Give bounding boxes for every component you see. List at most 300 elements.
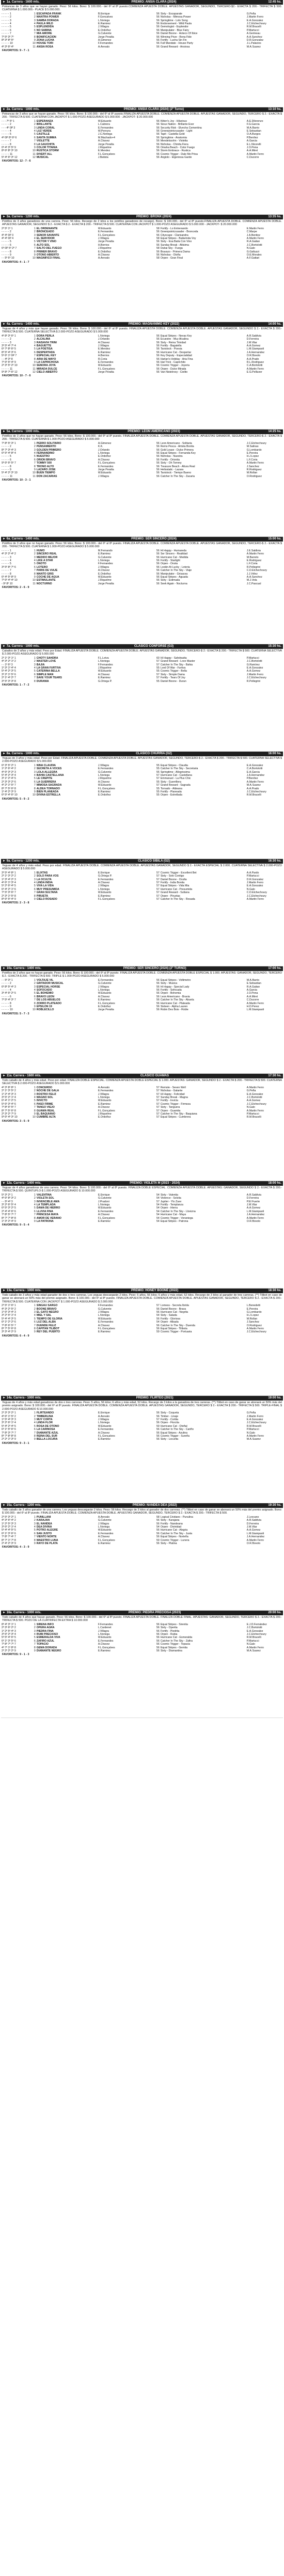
runner-trainer: M.A.Suarez — [246, 784, 261, 787]
runner-trainer: A.A.Prado — [246, 357, 259, 361]
runner-recent-positions: 5º 6º 3º 4º 6 — [2, 1102, 16, 1106]
runner-trainer: H.D.Perez — [246, 1005, 259, 1008]
runner-pedigree: Fortify - India Bonita — [160, 881, 185, 885]
runner-recent-positions: 3º 5º 2º 1º 4 — [2, 1096, 16, 1100]
runner-jockey: E.Ramirez — [98, 676, 111, 680]
runner-weight: 56 — [156, 552, 160, 556]
runner-weight: 56 — [156, 1324, 160, 1327]
runner-recent-positions: 7º 8º 3º 7º 7 — [2, 1431, 16, 1435]
runner-trainer: A.Martin Ferro — [246, 1646, 264, 1649]
runner-trainer: E.L.Nicorelli — [246, 142, 261, 146]
runner-jockey: F.L.Leiva — [98, 656, 109, 660]
runner-name: SIMPLE MAN — [36, 673, 54, 676]
runner-recent-positions: 2º 3º 1º 5º 8 — [2, 894, 16, 898]
runner-pedigree: Grand Reward - Sultana — [160, 891, 190, 895]
runner-pedigree: Key Deputy - Especialidad — [160, 354, 192, 358]
runner-name: ORION BRAVO — [36, 458, 56, 462]
runner-pedigree: Fortify - Nandeana — [160, 1522, 183, 1525]
runner-trainer: P.Martucci — [246, 1428, 259, 1432]
runner-name: LIKE A STAR — [36, 559, 53, 563]
runner-recent-positions: 1º 2º 4º 3º 3 — [2, 1092, 16, 1096]
runner-weight: 56 — [156, 42, 160, 45]
runner-jockey: E.Fernandes — [98, 878, 114, 881]
runner-recent-positions: 6º 4º 2º 1º 6 — [2, 887, 16, 891]
runner-name: EL NANDEA — [36, 1522, 52, 1525]
runner-recent-positions: 1º 5º 4º 3º 3 — [2, 1418, 16, 1422]
race-time: 15:00 hs. — [268, 537, 281, 540]
runner-name: TOMMY 500 — [36, 462, 52, 465]
runner-name: LINDA CORAL — [36, 126, 55, 130]
runner-name: DIAMANTE NEGRO — [36, 1649, 61, 1652]
race-conditions: Potrillos de 3 años que no hayan ganado. Peso: 56 kilos. Bono: $ 100.000.- del 6º al 8º puesto. FINALIZA APUESTA DOBLE. COMIENZA APUESTA DOBLE. APUESTAS GANADOR, SEGUNDO, TERCERO-$ 2.- EXACTA $ 200.- TRIFECTA $ 500. CUATERNA $ 1.000-POZO ASEGURADO $ 5.000.000 — [2, 542, 282, 549]
runner-recent-positions: 6º 7º 8º 6º 5 — [2, 347, 16, 351]
runner-weight: 55 — [156, 770, 160, 774]
runner-trainer: J.Martin Ferro — [246, 15, 264, 19]
runner-recent-positions: - - - - - 10 — [2, 1008, 13, 1012]
runner-weight: 56 — [156, 549, 160, 552]
runner-trainer: R.Rodriguez — [246, 468, 262, 471]
runner-trainer: E.A.Gonzalez — [246, 764, 263, 767]
runner-weight: 56 — [156, 334, 160, 338]
race-time: 13:10 hs. — [268, 107, 281, 111]
runner-pedigree: Hurricane Cat - Despertar — [160, 351, 192, 354]
runner-trainer: P.Martucci — [246, 1639, 259, 1643]
runner-weight: 56 — [156, 1649, 160, 1652]
runner-weight: 56 — [156, 445, 160, 449]
runner-weight: 56 — [156, 142, 160, 146]
runner-weight: 57 — [156, 1200, 160, 1203]
runner-pedigree: Hurricane Cat - Castellana — [160, 774, 192, 777]
runner-pedigree: Catcher In The Sky - Abuela — [160, 998, 194, 1002]
runner-name: PARIS DE VIAJE — [36, 569, 58, 573]
runner-recent-positions: 6º 5º 3º 2º 5 — [2, 1206, 16, 1210]
runner-name: ALTO SOL — [36, 243, 50, 247]
runner-trainer: J.C.Bortolotti — [246, 1096, 262, 1100]
runner-number: 7 — [34, 1106, 36, 1109]
runner-number: 3 — [34, 1311, 36, 1314]
runner-pedigree: Fortify - Bagatella — [160, 344, 182, 348]
runner-jockey: K.K. — [98, 445, 103, 449]
runner-name: INVICTO — [36, 1099, 48, 1103]
table-row — [1, 1116, 283, 1119]
runner-name: NUESTRO — [36, 455, 50, 458]
runner-pedigree: Sixty - Coqueta — [160, 1411, 179, 1415]
race-conditions: Potrancas de 3 años que se hayan ganado. Peso: 56 kilos. Bono: $ 100.000.- del 6º al 8º puesto.FINALIZA APUESTA DOBLE. COMIENZA APUESTA DOBLE. APUESTAS GANADOR, SEGUNDO, TERCERO $ 2.- EXACTA $ 200.- TRIFECTA $ 500. CUATERNA CON JACKPOT $ 1.000-POZO ASEGURADO $ 5.000.000 - JACKPOT- $ 20.000.000 — [2, 113, 282, 119]
runner-trainer: J.Martin Ferro — [246, 673, 264, 676]
runner-recent-positions: - - - - - 9 — [2, 253, 11, 257]
runner-trainer: A.A.Miret — [246, 149, 258, 153]
runner-jockey: A.Chavez — [98, 780, 110, 784]
runner-pedigree: Equal Stripes - Aguada — [160, 576, 188, 579]
runner-number: 1 — [34, 549, 36, 552]
runner-recent-positions: - - - - - 8 — [2, 465, 11, 468]
runner-number: 4 — [34, 881, 36, 885]
runner-name: SALTO DEL FUEGO — [36, 247, 62, 250]
runner-name: BOONE BRAVO — [36, 1307, 57, 1311]
race-section — [1, 215, 283, 322]
runner-pedigree: Catcher In The Sky - Zacaria — [160, 474, 195, 478]
race-title: PREMIO: PIEDRA PRECIOSA (2023) — [128, 1611, 181, 1614]
runner-recent-positions: 5º 4º 4º 3º 5 — [2, 1317, 16, 1321]
runner-recent-positions: 6º 0P 5º 2º 7 — [2, 247, 17, 250]
runner-jockey: W.Eduardo — [98, 119, 112, 123]
runner-trainer: A.A.Gomez — [246, 670, 261, 673]
race-number: ► 7a. Carrera - 1000 mts. — [3, 644, 40, 648]
runner-trainer: A.A.Sanchez — [246, 35, 262, 39]
runner-weight: 59 — [156, 1330, 160, 1334]
runner-weight: 56 — [156, 458, 160, 462]
runner-weight: 59 — [156, 1538, 160, 1542]
runner-pedigree: Hurricane Cat - Medida — [160, 555, 188, 559]
runner-trainer: M.J.Vela — [246, 579, 257, 582]
runner-weight: 56 — [156, 1626, 160, 1630]
runner-trainer: N.Galo — [246, 1106, 255, 1109]
runner-number: 2 — [34, 1414, 36, 1418]
runner-recent-positions: 6º 1º 5º 6º 6 — [2, 1428, 16, 1432]
runner-trainer: M.A.Barrio — [246, 978, 260, 982]
runner-trainer: E.G.Pellizzer — [246, 371, 262, 374]
table-row — [1, 793, 283, 797]
runner-weight: 56 — [156, 1411, 160, 1415]
runner-number: 5 — [34, 562, 36, 566]
runner-pedigree: Lookin At Lucky - Loteria — [160, 565, 190, 569]
runner-recent-positions: - - - - - 2 — [2, 445, 11, 449]
runner-jockey: E.Fernandes — [98, 1321, 114, 1324]
race-time: 18:30 hs. — [268, 1289, 281, 1292]
race-conditions: Todo caballo de 3 años ganador de una carrera. Los yeguas descargarán 2 kilos. Peso: 56 kilos. Recargo de 3 kilos al ganador de dos carreras. (**) Tilibot en caso de ganar se abonará un 50% más del premio asignado. Bono: $ 100.000.- del 6º al 8º puesto. FINALIZA APUESTA DOBLE. COMIENZA APUESTA DOBLE. APUESTAS GANADOR, SEGUNDO, TERCERO $ 2.- EXACTA $ 200.- TRIFECTA $ 500. — [2, 1508, 282, 1515]
runner-trainer: R.A.Gaitan — [246, 240, 260, 244]
race-header — [1, 537, 283, 542]
runner-trainer: J.A.Hernandez — [246, 774, 265, 777]
runner-jockey: E.Fernandes — [98, 361, 114, 364]
runner-trainer: A.A.Gomez — [246, 344, 261, 348]
runner-weight: 56 — [156, 448, 160, 452]
runner-weight: 57 — [156, 874, 160, 878]
runner-weight: 56 — [156, 992, 160, 995]
runner-name: HOUSE TORI — [36, 42, 53, 45]
runner-number: 2 — [34, 230, 36, 234]
runner-jockey: W.Eduardo — [98, 1206, 112, 1210]
runner-name: ZORRO PLATEADO — [36, 1001, 62, 1005]
runner-recent-positions: 4º 6º 8º 3º 2 — [2, 1197, 16, 1200]
runner-trainer: L.Benedetti — [246, 1304, 261, 1308]
race-header — [1, 1503, 283, 1508]
runner-pedigree: Violence - Solcita — [160, 1197, 181, 1200]
runner-recent-positions: 3º 1º 2º 4º 5 — [2, 777, 16, 781]
runner-pedigree: Greenpointcrusader - Light — [160, 130, 193, 133]
race-section — [1, 644, 283, 752]
runner-trainer: M.Salinas — [246, 445, 259, 449]
runner-pedigree: Sixty - Musica — [160, 982, 178, 985]
table-row — [1, 1542, 283, 1545]
runner-number: 4 — [34, 130, 36, 133]
runner-number: 5 — [34, 1424, 36, 1428]
runner-trainer: J.J.Vélez — [246, 572, 258, 576]
runner-trainer: R.Pellegrini — [246, 565, 261, 569]
runner-number: 5 — [34, 777, 36, 781]
runner-pedigree: Omaha Beach - Color Fuego — [160, 146, 195, 149]
runner-trainer: G.Peña — [246, 1089, 256, 1093]
runner-number: 6 — [34, 136, 36, 139]
runner-recent-positions: 2º 3º 6º 2º 2 — [2, 1626, 16, 1630]
runner-number: 6 — [34, 1428, 36, 1432]
runner-recent-positions: - - - - - 6 — [2, 28, 11, 32]
runner-number: 5 — [34, 1206, 36, 1210]
runner-jockey: E.Ramirez — [98, 1438, 111, 1441]
runner-pedigree: Orpen - Bohemia — [160, 992, 181, 995]
runner-weight: 56 — [156, 139, 160, 143]
runner-pedigree: Fortify - Cortita — [160, 1418, 179, 1422]
runner-name: BAHIA CASTELLANA — [36, 774, 64, 777]
runner-jockey: F.L.Gonçalves — [98, 1646, 115, 1649]
runner-pedigree: Mendelssohn - Violetta — [160, 139, 188, 143]
runner-trainer: A.Martin Ferro — [246, 898, 264, 901]
race-favorites: FAVORITOS: 9 - 5 - 4 — [2, 1223, 29, 1227]
runner-jockey: L.Noriega — [98, 1525, 110, 1529]
runner-weight: 56 — [156, 1421, 160, 1425]
runner-recent-positions: 1º 2º 5º 4º 3 — [2, 1629, 16, 1633]
runner-trainer: J.C.Etchechoury — [246, 676, 266, 680]
runner-recent-positions: 2º 5º 1º 1 — [2, 227, 13, 230]
runner-weight: 56 — [156, 338, 160, 341]
runner-trainer: E.A.Garcia — [246, 770, 260, 774]
runner-recent-positions: 4º 7º 1º 8º 8 — [2, 1646, 16, 1649]
runner-trainer: J.Sanchez — [246, 465, 260, 468]
runner-jockey: F.L.Gonçalves — [98, 233, 115, 237]
runner-trainer: E.Martin Ferro — [246, 227, 264, 230]
runner-pedigree: Fortify - Sofocada — [160, 989, 182, 992]
runner-pedigree: Emmanuel - La Plus Chic — [160, 777, 191, 781]
runner-pedigree: Equal Stripes - Norteña — [160, 1535, 188, 1539]
runner-number: 1 — [34, 978, 36, 982]
runner-number: 4 — [34, 237, 36, 241]
runner-name: DESPERTADA — [36, 351, 55, 354]
runner-jockey: W.Eduardo — [98, 1636, 112, 1640]
runner-name: ROBLECILLO — [36, 1008, 54, 1012]
runner-weight: 56 — [156, 371, 160, 374]
race-number: ► 15a. Carrera - 1200 mts. — [3, 1503, 41, 1507]
runner-number: 2 — [34, 660, 36, 663]
runner-trainer: L.M.Giampaoli — [246, 1008, 264, 1012]
race-favorites: FAVORITOS: 12 - 7 - 6 — [2, 160, 31, 163]
race-number: ► 9a. Carrera - 1200 mts. — [3, 859, 40, 863]
runner-name: CAPITAN TILIBOT — [36, 1327, 60, 1330]
runner-pedigree: Sixty - Esa Baila Con Vino — [160, 240, 192, 244]
runner-name: MIRADA DULCE — [36, 367, 57, 371]
runner-jockey: F.Fernandes — [98, 42, 113, 45]
runner-number: 6 — [34, 1321, 36, 1324]
race-time: 16:00 hs. — [268, 752, 281, 755]
runner-recent-positions: 3º 6º 2º 3º 4 — [2, 1633, 16, 1636]
runner-weight: 56 — [156, 1535, 160, 1539]
race-favorites: FAVORITOS: 2 - 6 - 9 — [2, 586, 29, 590]
runner-weight: 56 — [156, 1431, 160, 1435]
race-title: PREMIO: HONEY BOONE (2022) — [131, 1289, 179, 1292]
runner-jockey: A.Arevalo — [98, 257, 110, 260]
runner-weight: 56 — [156, 1522, 160, 1525]
runner-weight: 54 — [156, 1220, 160, 1223]
race-header — [1, 0, 283, 5]
runner-name: GRITADOR MUSICAL — [36, 982, 64, 985]
runner-jockey: A.Arevalo — [98, 45, 110, 49]
runner-jockey: W.Eduardo — [98, 670, 112, 673]
race-favorites: FAVORITOS: 10 - 7 - 6 — [2, 374, 31, 378]
runner-jockey: E.Mendez — [98, 347, 111, 351]
runner-trainer: C.D.Etchechoury — [246, 569, 267, 573]
runner-number: 1 — [34, 441, 36, 445]
runner-weight: 56 — [156, 1623, 160, 1626]
runner-trainer: C.Marpe — [246, 230, 257, 234]
runner-weight: 56 — [156, 1438, 160, 1441]
runner-pedigree: Sixty - Platina — [160, 1542, 177, 1545]
runner-pedigree: Heliostatic - Lazara — [160, 468, 184, 471]
runner-weight: 54 — [156, 1193, 160, 1197]
runner-trainer: J.L.Palacios — [246, 42, 261, 45]
runner-name: SECRETA A VOCES — [36, 767, 62, 771]
race-conditions: Yeguas de 4 años y más que hayan ganado. Peso: 56 kilos. Bono: $ 100.000.- del 6º al 8º puesto. FINALIZA APUESTA DOBLE. COMIENZA APUESTA DOBLE. APUESTAS GANADOR, SEGUNDO $ 2.- EXACTA $ 200.- TRIFECTA $ 500. CUATERNA SELECTIVA $ 2.000-POZO ASEGURADO $ 5.000.000 — [2, 327, 282, 334]
race-section — [1, 1289, 283, 1396]
runner-weight: 56 — [156, 465, 160, 468]
runner-number: 2 — [34, 874, 36, 878]
runner-pedigree: Orpen - Estrellada — [160, 793, 182, 797]
runner-jockey: L.Noriega — [98, 660, 110, 663]
runner-number: 7 — [34, 676, 36, 680]
runner-recent-positions: 8º 7º 7º 8º 8 — [2, 1216, 16, 1220]
runner-trainer: O.A.Burgos — [246, 133, 261, 136]
runner-name: VICTOR Y VINO — [36, 240, 57, 244]
runner-pedigree: Logical Cristiano - Punulina — [160, 1515, 193, 1519]
runner-trainer: C.A.Bortolotti — [246, 767, 263, 771]
runner-trainer: D.R.Gonzalez — [246, 39, 264, 42]
race-section — [1, 1611, 283, 1718]
runner-number: 5 — [34, 1099, 36, 1103]
runner-recent-positions: - - 1º 6º 3 — [2, 663, 13, 666]
runner-recent-positions: 3º 5º 3º 3º 8 — [2, 679, 16, 683]
runner-jockey: W.Eduardo — [98, 576, 112, 579]
runner-name: ESCAPADA FRANK — [36, 12, 61, 15]
runner-jockey: A.Arevalo — [98, 1515, 110, 1519]
runner-weight: 56 — [156, 35, 160, 39]
runner-name: BRAVO LEON — [36, 995, 54, 998]
runner-recent-positions: - - - - - 11 — [2, 152, 13, 156]
runner-name: NOCTURNO — [36, 582, 52, 585]
runner-number: 5 — [34, 240, 36, 244]
runner-weight: 56 — [156, 133, 160, 136]
runner-weight: 56 — [156, 130, 160, 133]
runner-pedigree: Fortify - Orionita — [160, 458, 180, 462]
runner-jockey: W.Eduardo — [98, 1424, 112, 1428]
runner-name: RUSTICA STORM — [36, 149, 59, 153]
runner-name: CIELO ROSADO — [36, 898, 57, 901]
runner-weight: 56 — [156, 1542, 160, 1545]
runner-pedigree: Cosmic Trigger - Portuaria — [160, 1330, 192, 1334]
runner-recent-positions: 9º 8º 7º 6º 12 — [2, 371, 18, 374]
runner-weight: 56 — [156, 982, 160, 985]
runner-recent-positions: 4º 3º 2º 4º 2 — [2, 552, 16, 556]
runner-jockey: J.Pradoni — [98, 1200, 109, 1203]
runner-jockey: E.Ramirez — [98, 1330, 111, 1334]
runner-recent-positions: - - - - - 7 — [2, 32, 11, 36]
runner-pedigree: Gold Lease - Dulce Primera — [160, 448, 194, 452]
race-conditions: Potrillos de 3 años ganadores de una carrera. Peso: 56 kilos. Recargo de 2 kilos a los potrillos ganadores de recargo). Bono: $ 100.000.- del 6º al 8º puesto.FINALIZA APUESTA DOBLE. COMIENZA APUESTA DOBLE. APUESTAS GANADOR, SEGUNDO $ 2.- EXACTA $ 2.- EXACTA $ 200.- TRIFECTA $ 500. CUATERNA CON JACKPOT $ 1.000-POZO ASEGURADO $ 5.000.000 - JACKPOT- $ 20.000.000 — [2, 220, 282, 227]
runner-recent-positions: 8º 5º 4º 3º 6 — [2, 351, 16, 354]
runner-jockey: F.L.Gonçalves — [98, 1538, 115, 1542]
runner-name: PASO FIRME — [36, 1102, 53, 1106]
runner-weight: 57 — [156, 878, 160, 881]
race-number: ► 1a. Carrera - 1600 mts. — [3, 0, 40, 4]
runner-recent-positions: 6º 1º 3º 6º 6 — [2, 1532, 16, 1535]
runner-weight: 56 — [156, 126, 160, 130]
race-number: ► 2a. Carrera - 1000 mts. — [3, 107, 40, 111]
runner-weight: 57 — [156, 673, 160, 676]
runner-pedigree: Springtime - Allegrissima — [160, 770, 190, 774]
runner-number: 2 — [34, 338, 36, 341]
runner-weight: 56 — [156, 1311, 160, 1314]
table-row — [1, 898, 283, 901]
race-header — [1, 1289, 283, 1293]
runner-number: 9 — [34, 39, 36, 42]
runner-pedigree: Endorsement - Wild Paula — [160, 22, 192, 26]
runner-pedigree: Sixty - Simple Dama — [160, 673, 185, 676]
runner-trainer: R.A.Gaitan — [246, 985, 260, 989]
race-title: PREMIO: SER SINCERO (2024) — [131, 537, 177, 540]
runner-pedigree: Equal Stripes - Bailarinda Voy — [160, 237, 196, 241]
runner-pedigree: Springtime - Lolo Song — [160, 19, 188, 22]
runner-name: HUMO — [36, 549, 45, 552]
runner-jockey: E.Ramirez — [98, 1220, 111, 1223]
runner-jockey: Jorge Peralta — [98, 582, 114, 585]
runner-recent-positions: - - - 7º 5º 1 — [2, 119, 14, 123]
runner-weight: 56 — [156, 579, 160, 582]
runners-table — [1, 979, 283, 1012]
runner-name: LA GAUCHITA — [36, 142, 55, 146]
runner-pedigree: Hurricane Cat - Negrita — [160, 1311, 188, 1314]
runner-name: BUEN TIEMPO — [36, 471, 55, 475]
runner-name: PRINCESA MAYA — [36, 1213, 59, 1217]
runner-trainer: E.J.D.Fernández — [246, 1623, 267, 1626]
runner-name: DON ZACARIAS — [36, 474, 57, 478]
runner-recent-positions: 5º 6º 1º 0P 7 — [2, 354, 17, 358]
runner-name: SIRENA INFO — [36, 1623, 54, 1626]
runner-trainer: M.A.Suarez — [246, 1649, 261, 1652]
runner-trainer: O.Rodriguez — [246, 1324, 262, 1327]
runner-jockey: L.Cardenet — [98, 1626, 112, 1630]
runner-name: GUAMA REAL — [36, 1109, 55, 1112]
runner-recent-positions: 4º 4º 0P 3 — [2, 233, 14, 237]
runner-jockey: Jorge Peralta — [98, 1008, 114, 1012]
race-time: 16:30 hs. — [268, 859, 281, 863]
runner-trainer: J.M.Vilar — [246, 341, 257, 344]
runner-trainer: J.M.Vilar — [246, 1203, 257, 1207]
runner-number: 9 — [34, 790, 36, 793]
runner-jockey: E.Fernandes — [98, 465, 114, 468]
runner-weight: 55 — [156, 670, 160, 673]
runner-weight: 56 — [156, 452, 160, 455]
race-conditions: Yeguas de 3 años y más edad. Peso por Edad. FINALIZA APUESTA DOBLE. COMIENZA APUESTA DOBLE. APUESTAS GANADOR, SEGUNDO, TERCERO-$ 2.- EXACTA $ 200.- TRIFECTA $ 500. CUATERNA SELECTIVA $ 2.000-POZO ASEGURADO $ 5.000.000 — [2, 757, 282, 764]
runner-trainer: A.Martin Ferro — [246, 1109, 264, 1112]
runner-recent-positions: 6º 8º 5º 4º 3 — [2, 985, 16, 989]
runner-number: 5 — [34, 133, 36, 136]
race-conditions: Todo caballo de 3 años y más edad ganador de dos o tres carreras. Los yeguas descargarán 2 kilos. Peso: 5 años, 56 kilos; 6 años y más edad, 52 kilos. Recargo de 3 kilos al ganador de tres carreras. (**) Tilibot en caso de ganar se abonará un 50% más del premio asignado. Bono: $ 100.000.- del 6º al 8º puesto. FINALIZA APUESTA DOBLE. COMIENZA APUESTA DOBLE. APUESTAS GANADOR, SEGUNDO, TERCERO $ 2.- EXACTA $ 200.- TRIFECTA $ 500. CUATERNA CON JACKPOT $ 1.000-POZO ASEGURADO $ 2.000.000 — [2, 1294, 282, 1303]
runner-weight: 55 — [156, 666, 160, 670]
runner-pedigree: Ecuestre - Muy Alcalina — [160, 338, 189, 341]
runner-weight: 56 — [156, 978, 160, 982]
runner-recent-positions: - - - - - 10 — [2, 42, 13, 45]
runner-name: LUZ DEL ALBA — [36, 1321, 56, 1324]
runner-recent-positions: 6º 5º 4º 6º 10 — [2, 793, 18, 797]
runner-jockey: G.Ortega P. — [98, 874, 112, 878]
runner-trainer: A.R.Saldivia — [246, 1519, 262, 1522]
